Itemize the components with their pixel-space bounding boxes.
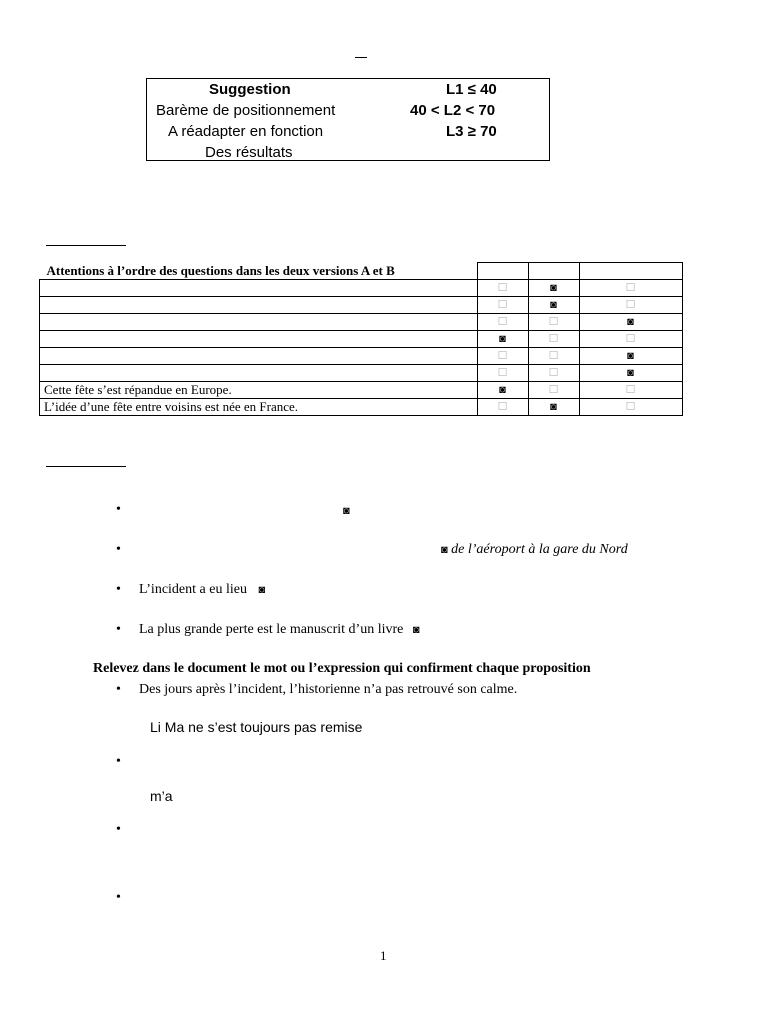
answer-cell [528, 365, 579, 382]
statement-cell: Cette fête s’est répandue en Europe. [40, 382, 478, 399]
empty-box-icon[interactable]: ☐ [548, 384, 559, 396]
page-number: 1 [380, 948, 387, 963]
answer-cell [579, 365, 682, 382]
statement-cell [40, 365, 478, 382]
section-rule-1 [46, 245, 126, 246]
empty-box-icon[interactable]: ☐ [497, 367, 508, 379]
table-row [40, 365, 683, 382]
table-row [40, 399, 683, 416]
checked-box-icon[interactable]: ◙ [499, 333, 506, 345]
answer-cell [579, 348, 682, 365]
answer-cell [579, 331, 682, 348]
table-row [40, 297, 683, 314]
statement-cell [40, 348, 478, 365]
checked-box-icon[interactable]: ◙ [550, 401, 557, 413]
answer-cell [579, 399, 682, 416]
answer-cell [477, 399, 528, 416]
answer-checkbox-4[interactable]: ◙ [412, 624, 420, 636]
answer-cell [528, 331, 579, 348]
checked-box-icon[interactable]: ◙ [499, 384, 506, 396]
empty-box-icon[interactable]: ☐ [548, 316, 559, 328]
section-instruction: Relevez dans le document le mot ou l’expression qui confirment chaque proposition [93, 661, 591, 676]
answer-cell [579, 382, 682, 399]
checked-box-icon[interactable]: ◙ [550, 299, 557, 311]
empty-box-icon[interactable]: ☐ [625, 333, 636, 345]
answer-text-2: de l’aéroport à la gare du Nord [451, 542, 628, 557]
answer-cell [477, 382, 528, 399]
top-dash [355, 57, 367, 58]
empty-box-icon[interactable]: ☐ [625, 401, 636, 413]
empty-box-icon[interactable]: ☐ [497, 316, 508, 328]
answer-2: m’a [150, 788, 173, 804]
level-l3: L3 ≥ 70 [446, 123, 497, 140]
level-l1: L1 ≤ 40 [446, 81, 497, 98]
empty-box-icon[interactable]: ☐ [625, 282, 636, 294]
answer-line-4 [139, 622, 420, 638]
checked-box-icon[interactable]: ◙ [627, 350, 634, 362]
bullet-dot: • [116, 682, 121, 697]
bullet-dot: • [116, 542, 121, 557]
statement-cell [40, 280, 478, 297]
answer-checkbox-2[interactable]: ◙ [441, 544, 448, 556]
checked-box-icon[interactable]: ◙ [627, 367, 634, 379]
readapter-label: A réadapter en fonction [168, 123, 324, 140]
answer-cell [477, 365, 528, 382]
checked-box-icon[interactable]: ◙ [550, 282, 557, 294]
bullet-dot: • [116, 822, 121, 837]
answer-cell [477, 348, 528, 365]
answer-text-4: La plus grande perte est le manuscrit d’un livre [139, 622, 404, 637]
section-rule-2 [46, 466, 126, 467]
bullet-dot: • [116, 582, 121, 597]
empty-box-icon[interactable]: ☐ [497, 282, 508, 294]
table-header-cell [579, 263, 682, 280]
answer-checkbox-1[interactable]: ◙ [343, 505, 350, 517]
answer-text-3: L’incident a eu lieu [139, 582, 247, 597]
suggestion-box [146, 78, 550, 161]
answer-cell [528, 314, 579, 331]
answer-cell [528, 297, 579, 314]
checked-box-icon[interactable]: ◙ [627, 316, 634, 328]
resultats-label: Des résultats [205, 144, 293, 161]
answer-cell [579, 297, 682, 314]
empty-box-icon[interactable]: ☐ [548, 333, 559, 345]
table-row [40, 348, 683, 365]
empty-box-icon[interactable]: ☐ [548, 367, 559, 379]
answer-cell [528, 399, 579, 416]
empty-box-icon[interactable]: ☐ [625, 299, 636, 311]
answer-cell [477, 297, 528, 314]
statement-cell [40, 314, 478, 331]
answer-cell [579, 314, 682, 331]
statement-cell [40, 331, 478, 348]
table-row [40, 314, 683, 331]
statement-cell [40, 297, 478, 314]
empty-box-icon[interactable]: ☐ [497, 350, 508, 362]
empty-box-icon[interactable]: ☐ [625, 384, 636, 396]
answer-cell [528, 382, 579, 399]
statement-cell: L’idée d’une fête entre voisins est née en France. [40, 399, 478, 416]
table-header-cell [477, 263, 528, 280]
answer-cell [528, 348, 579, 365]
level-l2: 40 < L2 < 70 [410, 102, 496, 119]
empty-box-icon[interactable]: ☐ [497, 299, 508, 311]
answer-cell [477, 331, 528, 348]
table-header-row [40, 263, 683, 280]
answer-line-3 [139, 582, 265, 598]
table-row [40, 331, 683, 348]
answer-cell [477, 280, 528, 297]
bullet-dot: • [116, 890, 121, 905]
answer-line-2 [441, 542, 628, 558]
suggestion-label: Suggestion [209, 81, 291, 98]
answer-cell [579, 280, 682, 297]
bullet-dot: • [116, 622, 121, 637]
answer-1: Li Ma ne s’est toujours pas remise [150, 719, 363, 735]
proposition-1: Des jours après l’incident, l’historienne n’a pas retrouvé son calme. [139, 682, 518, 697]
bareme-label: Barème de positionnement [156, 102, 336, 119]
table-header: Attentions à l’ordre des questions dans les deux versions A et B [46, 262, 395, 278]
answer-cell [528, 280, 579, 297]
bullet-dot: • [116, 754, 121, 769]
table-header-cell [528, 263, 579, 280]
table-row [40, 382, 683, 399]
bullet-dot: • [116, 502, 121, 517]
empty-box-icon[interactable]: ☐ [548, 350, 559, 362]
answer-cell [477, 314, 528, 331]
true-false-table [39, 262, 683, 416]
answer-checkbox-3[interactable]: ◙ [258, 584, 266, 596]
empty-box-icon[interactable]: ☐ [497, 401, 508, 413]
table-row [40, 280, 683, 297]
